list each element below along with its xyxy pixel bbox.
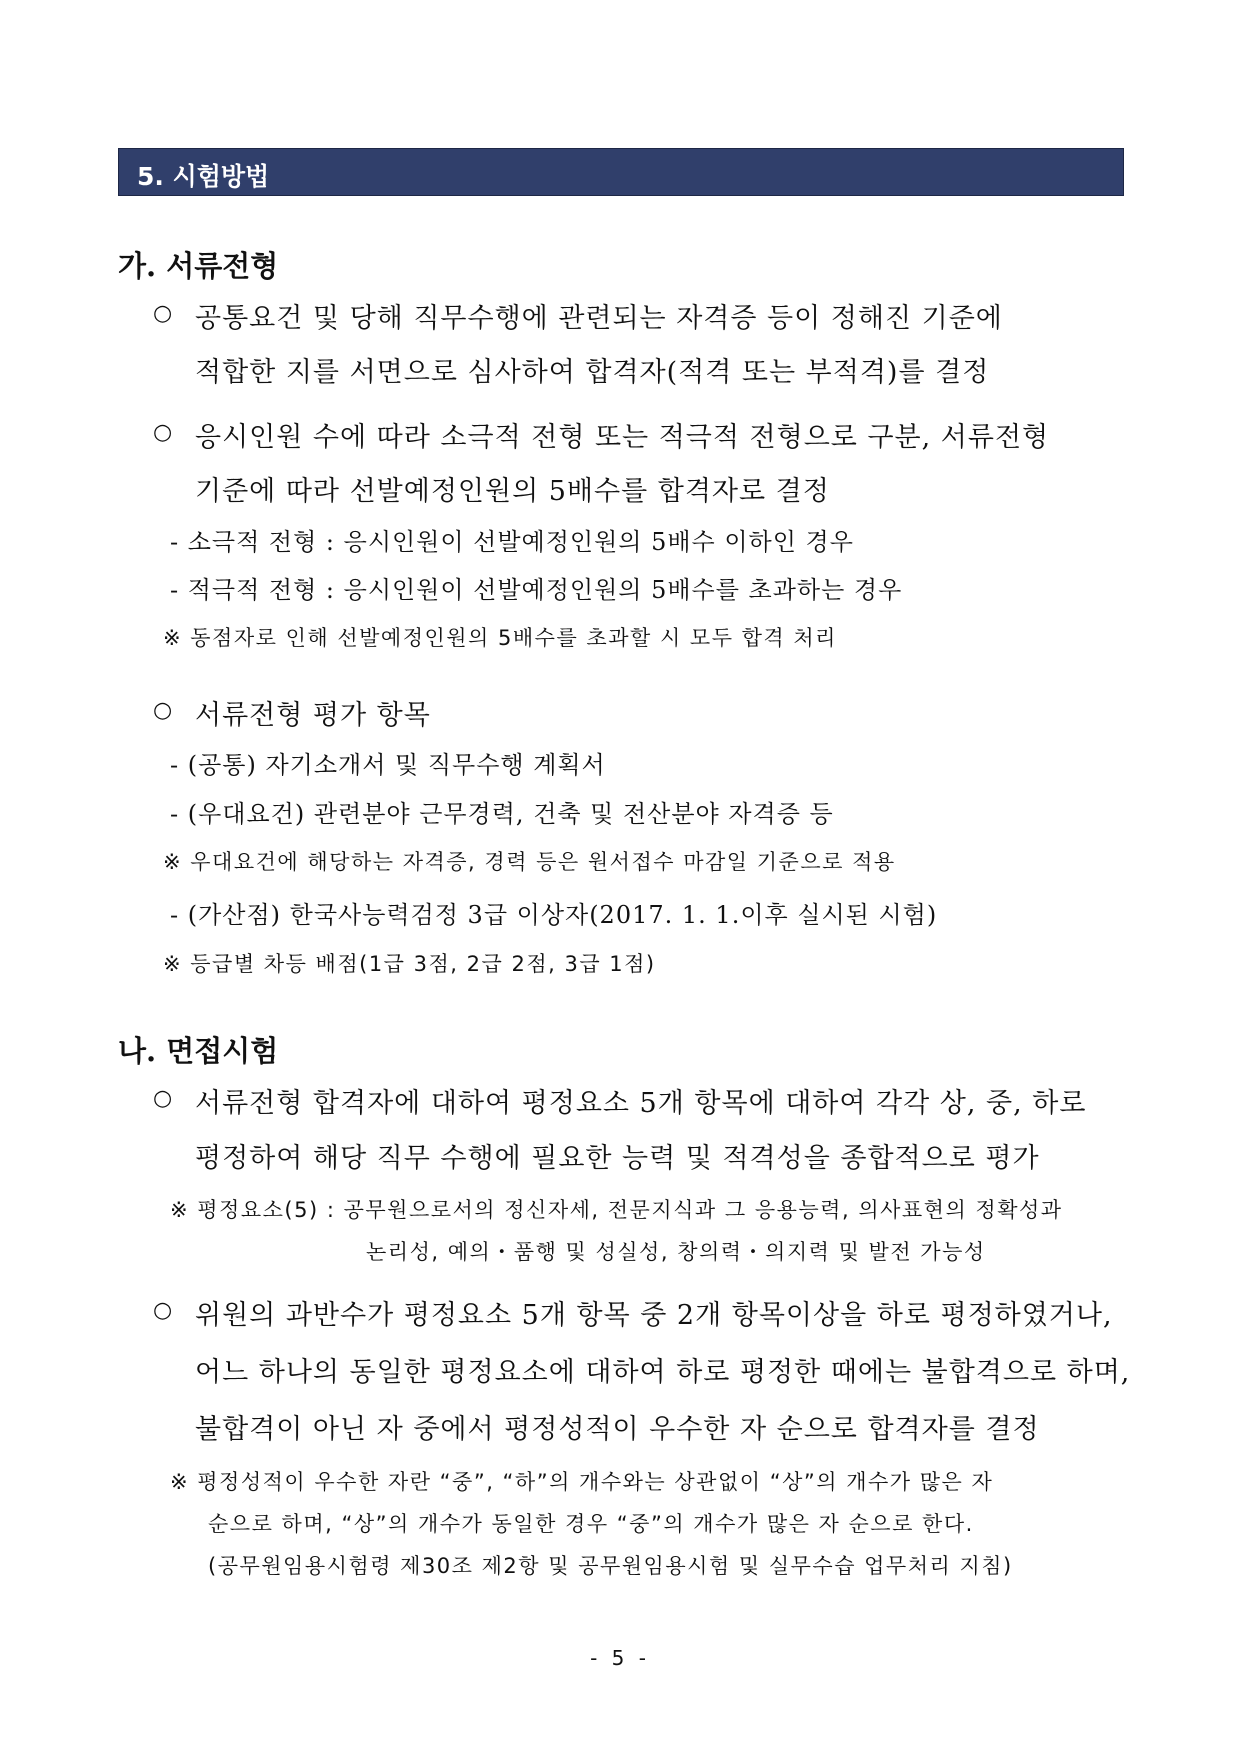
dash-item: - (공통) 자기소개서 및 직무수행 계획서 <box>170 751 606 779</box>
paragraph-line: 서류전형 합격자에 대하여 평정요소 5개 항목에 대하여 각각 상, 중, 하로 <box>195 1088 1087 1119</box>
paragraph-line: 기준에 따라 선발예정인원의 5배수를 합격자로 결정 <box>195 476 830 507</box>
paragraph-line: 서류전형 평가 항목 <box>195 700 431 731</box>
note: ※ 우대요건에 해당하는 자격증, 경력 등은 원서접수 마감일 기준으로 적용 <box>163 850 896 874</box>
dash-item: - (우대요건) 관련분야 근무경력, 건축 및 전산분야 자격증 등 <box>170 800 834 828</box>
heading-ga: 가. 서류전형 <box>118 249 279 283</box>
note: ※ 평정성적이 우수한 자란 “중”, “하”의 개수와는 상관없이 “상”의 개수가 많은 자 <box>170 1470 994 1494</box>
note: ※ 동점자로 인해 선발예정인원의 5배수를 초과할 시 모두 합격 처리 <box>163 626 837 650</box>
bullet-circle: ○ <box>153 1086 173 1111</box>
dash-item: - 소극적 전형 : 응시인원이 선발예정인원의 5배수 이하인 경우 <box>170 528 854 556</box>
dash-item: - 적극적 전형 : 응시인원이 선발예정인원의 5배수를 초과하는 경우 <box>170 576 903 604</box>
section-title: 5. 시험방법 <box>137 162 270 191</box>
paragraph-line <box>195 296 1119 335</box>
section-header <box>118 148 1124 196</box>
note: 논리성, 예의・품행 및 성실성, 창의력・의지력 및 발전 가능성 <box>366 1240 986 1264</box>
dash-item: - (가산점) 한국사능력검정 3급 이상자(2017. 1. 1.이후 실시된 시험) <box>170 901 938 929</box>
paragraph-line: 위원의 과반수가 평정요소 5개 항목 중 2개 항목이상을 하로 평정하였거나, <box>195 1300 1113 1331</box>
bullet-circle: ○ <box>153 301 173 326</box>
paragraph-line: 적합한 지를 서면으로 심사하여 합격자(적격 또는 부적격)를 결정 <box>195 357 990 388</box>
note: (공무원임용시험령 제30조 제2항 및 공무원임용시험 및 실무수습 업무처리 지침) <box>208 1554 1013 1578</box>
paragraph-line: 어느 하나의 동일한 평정요소에 대하여 하로 평정한 때에는 불합격으로 하며, <box>195 1357 1131 1388</box>
note: 순으로 하며, “상”의 개수가 동일한 경우 “중”의 개수가 많은 자 순으로 한다. <box>208 1512 974 1536</box>
text: 공통요건 및 당해 직무수행에 관련되는 자격증 등이 정해진 기준에 <box>195 303 1003 334</box>
heading-na: 나. 면접시험 <box>118 1034 279 1068</box>
paragraph-line: 불합격이 아닌 자 중에서 평정성적이 우수한 자 순으로 합격자를 결정 <box>195 1414 1040 1445</box>
bullet-circle: ○ <box>153 420 173 445</box>
bullet-circle: ○ <box>153 1298 173 1323</box>
note: ※ 평정요소(5) : 공무원으로서의 정신자세, 전문지식과 그 응용능력, 의사표현의 정확성과 <box>170 1198 1063 1222</box>
page-number: - 5 - <box>590 1646 650 1670</box>
bullet-circle: ○ <box>153 698 173 723</box>
note: ※ 등급별 차등 배점(1급 3점, 2급 2점, 3급 1점) <box>163 952 656 976</box>
paragraph-line: 응시인원 수에 따라 소극적 전형 또는 적극적 전형으로 구분, 서류전형 <box>195 422 1050 453</box>
paragraph-line: 평정하여 해당 직무 수행에 필요한 능력 및 적격성을 종합적으로 평가 <box>195 1143 1040 1174</box>
